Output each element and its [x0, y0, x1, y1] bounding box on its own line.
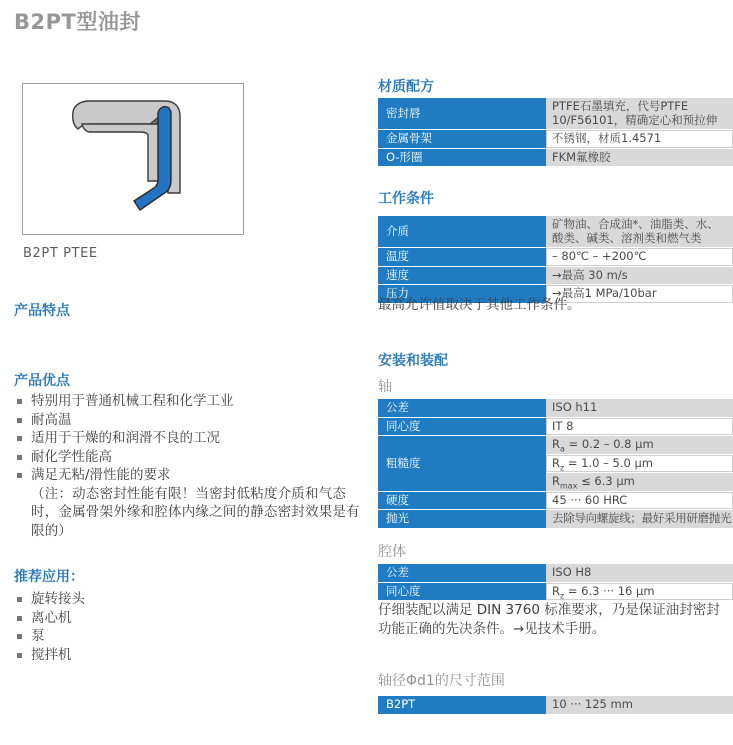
spec-value: 45 ··· 60 HRC: [546, 492, 733, 510]
spec-label: 粗糙度: [378, 436, 546, 491]
spec-value: ISO h11: [546, 399, 733, 417]
spec-value: 不锈钢，材质1.4571: [546, 130, 733, 148]
spec-value: FKM氟橡胶: [546, 149, 733, 167]
material-heading: 材质配方: [378, 79, 434, 95]
spec-value: IT 8: [546, 418, 733, 436]
material-table: [378, 98, 733, 167]
list-item: 特别用于普通机械工程和化学工业: [14, 392, 366, 411]
roughness-values: [546, 436, 733, 491]
diameter-range-table: [378, 696, 733, 715]
housing-note: 仔细装配以满足 DIN 3760 标准要求，乃是保证油封密封功能正确的先决条件。→见技术手册。: [378, 602, 720, 637]
spec-label: O-形圈: [378, 149, 546, 167]
spec-label: 金属骨架: [378, 130, 546, 148]
features-heading: 产品特点: [14, 303, 70, 319]
table-row: [378, 564, 733, 582]
spec-value: →最高 30 m/s: [546, 267, 733, 285]
list-item: 搅拌机: [14, 646, 214, 665]
conditions-heading: 工作条件: [378, 191, 434, 207]
list-item: 耐高温: [14, 411, 366, 430]
list-item: 耐化学性能高: [14, 448, 366, 467]
applications-heading: 推荐应用：: [14, 569, 84, 585]
spec-label: 速度: [378, 267, 546, 285]
table-row: [378, 436, 733, 491]
spec-value: 去除导向螺旋线；最好采用研磨抛光: [546, 510, 733, 528]
shaft-subheading: 轴: [378, 379, 392, 395]
spec-label: 密封唇: [378, 98, 546, 129]
advantages-heading: 产品优点: [14, 373, 70, 389]
spec-label: 温度: [378, 248, 546, 266]
advantages-list: [14, 392, 366, 540]
housing-table: [378, 564, 733, 601]
list-item: 泵: [14, 627, 214, 646]
table-row: [378, 267, 733, 285]
housing-subheading: 腔体: [378, 544, 406, 560]
table-row: [378, 216, 733, 247]
table-row: [378, 399, 733, 417]
spec-value: →最高1 MPa/10bar: [546, 285, 733, 303]
figure-caption: B2PT PTEE: [23, 246, 98, 261]
spec-value: $R_z = 1.0 - 5.0$ μm: [546, 455, 733, 473]
seal-figure-frame: [22, 83, 244, 235]
spec-value: – 80℃ – +200℃: [546, 248, 733, 266]
table-row: [378, 418, 733, 436]
spec-label: 抛光: [378, 510, 546, 528]
spec-label: 压力: [378, 285, 546, 303]
spec-value: $R_a = 0.2 - 0.8$ μm: [546, 436, 733, 454]
seal-cross-section-figure: [23, 84, 243, 234]
spec-label: B2PT: [378, 696, 546, 714]
table-row: [378, 248, 733, 266]
spec-value: PTFE石墨填充，代号PTFE 10/F56101，精确定心和预拉伸: [546, 98, 733, 129]
advantages-note: （注：动态密封性能有限！当密封低粘度介质和气态时，金属骨架外缘和腔体内缘之间的静态密封效果是有限的）: [31, 485, 360, 539]
spec-value: $R_{max} \le 6.3$ μm: [546, 473, 733, 491]
list-item: 旋转接头: [14, 590, 214, 609]
shaft-table: [378, 399, 733, 529]
table-row: [378, 510, 733, 528]
list-item: 适用于干燥的和润滑不良的工况: [14, 429, 366, 448]
installation-heading: 安装和装配: [378, 353, 448, 369]
list-item: 满足无粘/滑性能的要求 （注：动态密封性能有限！当密封低粘度介质和气态时，金属骨架外缘和腔体内缘之间的静态密封效果是有限的）: [14, 466, 366, 540]
table-row: [378, 696, 733, 714]
conditions-note: 最高允许值取决于其他工作条件。: [378, 297, 581, 313]
table-row: [378, 130, 733, 148]
spec-value: $R_z = 6.3$ ··· 16 μm: [546, 583, 733, 601]
spec-label: 同心度: [378, 418, 546, 436]
page-title: B2PT型油封: [14, 10, 141, 34]
table-row: [378, 583, 733, 601]
diameter-range-heading: 轴径Φd1的尺寸范围: [378, 673, 505, 689]
conditions-table: [378, 216, 733, 304]
spec-value: 矿物油、合成油*、油脂类、水、酸类、碱类、溶剂类和燃气类: [546, 216, 733, 247]
spec-label: 公差: [378, 564, 546, 582]
spec-value: 10 ··· 125 mm: [546, 696, 733, 714]
table-row: [378, 149, 733, 167]
seal-inner-case: [82, 124, 160, 181]
applications-list: [14, 590, 214, 664]
table-row: [378, 492, 733, 510]
spec-label: 介质: [378, 216, 546, 247]
table-row: [378, 98, 733, 129]
spec-label: 硬度: [378, 492, 546, 510]
spec-value: ISO H8: [546, 564, 733, 582]
spec-label: 公差: [378, 399, 546, 417]
list-item: 离心机: [14, 609, 214, 628]
spec-label: 同心度: [378, 583, 546, 601]
